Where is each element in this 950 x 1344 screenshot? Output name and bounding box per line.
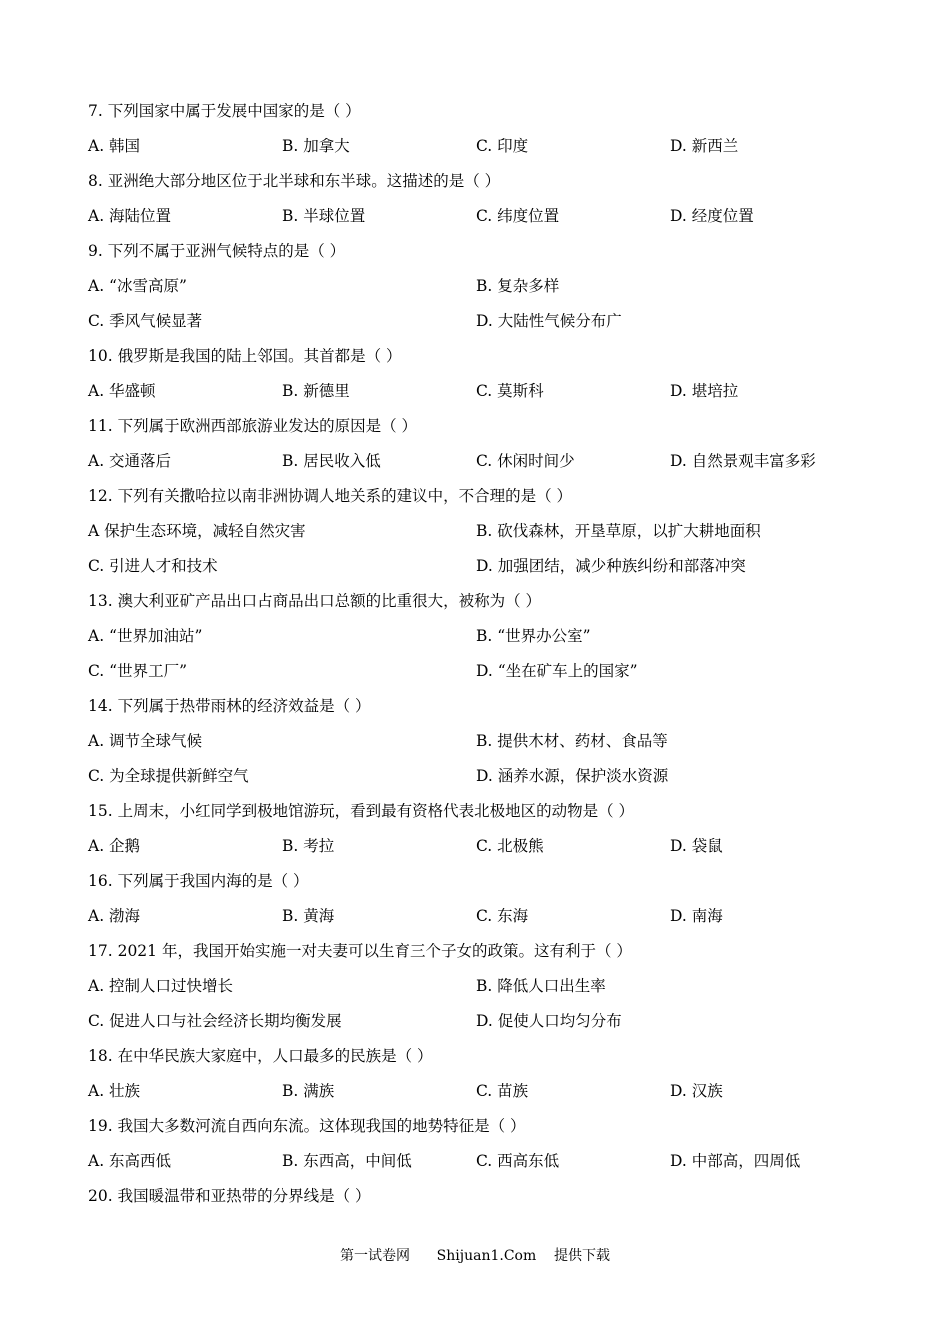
answer-option: C. “世界工厂” [88, 662, 188, 680]
answer-option: B. 居民收入低 [282, 452, 381, 470]
answer-option: D. 南海 [670, 907, 723, 925]
answer-option: D. 涵养水源，保护淡水资源 [476, 767, 669, 785]
answer-option: D. 堪培拉 [670, 382, 739, 400]
answer-option: D. 大陆性气候分布广 [476, 312, 622, 330]
answer-option: C. 北极熊 [476, 837, 544, 855]
question-stem: 19. 我国大多数河流自西向东流。这体现我国的地势特征是（ ） [88, 1117, 526, 1135]
answer-option: C. 纬度位置 [476, 207, 560, 225]
question-stem: 15. 上周末，小红同学到极地馆游玩，看到最有资格代表北极地区的动物是（ ） [88, 802, 635, 820]
answer-option: A. 渤海 [88, 907, 141, 925]
answer-option: C. 印度 [476, 137, 529, 155]
answer-option: A. 东高西低 [88, 1152, 172, 1170]
answer-option: A. “冰雪高原” [88, 277, 187, 295]
answer-option: C. 东海 [476, 907, 529, 925]
answer-option: B. 黄海 [282, 907, 335, 925]
answer-option: B. 砍伐森林，开垦草原，以扩大耕地面积 [476, 522, 761, 540]
answer-option: C. 引进人才和技术 [88, 557, 218, 575]
answer-option: A 保护生态环境，减轻自然灾害 [88, 522, 306, 540]
answer-option: A. “世界加油站” [88, 627, 203, 645]
answer-option: D. 中部高，四周低 [670, 1152, 801, 1170]
answer-option: D. 加强团结，减少种族纠纷和部落冲突 [476, 557, 746, 575]
answer-option: A. 交通落后 [88, 452, 172, 470]
question-stem: 16. 下列属于我国内海的是（ ） [88, 872, 309, 890]
answer-option: A. 企鹅 [88, 837, 141, 855]
question-stem: 7. 下列国家中属于发展中国家的是（ ） [88, 102, 361, 120]
answer-option: B. 半球位置 [282, 207, 366, 225]
answer-option: C. 莫斯科 [476, 382, 544, 400]
answer-option: C. 促进人口与社会经济长期均衡发展 [88, 1012, 342, 1030]
answer-option: B. 降低人口出生率 [476, 977, 606, 995]
answer-option: C. 休闲时间少 [476, 452, 575, 470]
answer-option: D. 新西兰 [670, 137, 739, 155]
question-stem: 12. 下列有关撒哈拉以南非洲协调人地关系的建议中，不合理的是（ ） [88, 487, 573, 505]
answer-option: D. 汉族 [670, 1082, 723, 1100]
question-stem: 18. 在中华民族大家庭中，人口最多的民族是（ ） [88, 1047, 433, 1065]
question-stem: 10. 俄罗斯是我国的陆上邻国。其首都是（ ） [88, 347, 402, 365]
answer-option: A. 控制人口过快增长 [88, 977, 234, 995]
answer-option: D. “坐在矿车上的国家” [476, 662, 638, 680]
answer-option: B. 提供木材、药材、食品等 [476, 732, 668, 750]
answer-option: B. 满族 [282, 1082, 335, 1100]
page-footer: 第一试卷网 Shijuan1.Com 提供下载 [339, 1248, 611, 1264]
question-stem: 11. 下列属于欧洲西部旅游业发达的原因是（ ） [88, 417, 418, 435]
answer-option: B. 新德里 [282, 382, 350, 400]
answer-option: A. 华盛顿 [88, 382, 156, 400]
answer-option: D. 经度位置 [670, 207, 754, 225]
question-stem: 20. 我国暖温带和亚热带的分界线是（ ） [88, 1187, 371, 1205]
answer-option: D. 促使人口均匀分布 [476, 1012, 622, 1030]
answer-option: B. 东西高，中间低 [282, 1152, 412, 1170]
question-stem: 8. 亚洲绝大部分地区位于北半球和东半球。这描述的是（ ） [88, 172, 501, 190]
answer-option: D. 自然景观丰富多彩 [670, 452, 816, 470]
question-stem: 9. 下列不属于亚洲气候特点的是（ ） [88, 242, 346, 260]
answer-option: A. 壮族 [88, 1082, 141, 1100]
answer-option: C. 季风气候显著 [88, 312, 203, 330]
answer-option: B. 加拿大 [282, 137, 350, 155]
answer-option: B. 复杂多样 [476, 277, 560, 295]
answer-option: C. 苗族 [476, 1082, 529, 1100]
question-stem: 13. 澳大利亚矿产品出口占商品出口总额的比重很大，被称为（ ） [88, 592, 542, 610]
answer-option: A. 调节全球气候 [88, 732, 203, 750]
answer-option: D. 袋鼠 [670, 837, 723, 855]
answer-option: A. 韩国 [88, 137, 141, 155]
question-stem: 17. 2021 年，我国开始实施一对夫妻可以生育三个子女的政策。这有利于（ ） [88, 942, 632, 960]
answer-option: A. 海陆位置 [88, 207, 172, 225]
question-stem: 14. 下列属于热带雨林的经济效益是（ ） [88, 697, 371, 715]
answer-option: B. “世界办公室” [476, 627, 591, 645]
answer-option: C. 西高东低 [476, 1152, 560, 1170]
answer-option: C. 为全球提供新鲜空气 [88, 767, 249, 785]
answer-option: B. 考拉 [282, 837, 335, 855]
